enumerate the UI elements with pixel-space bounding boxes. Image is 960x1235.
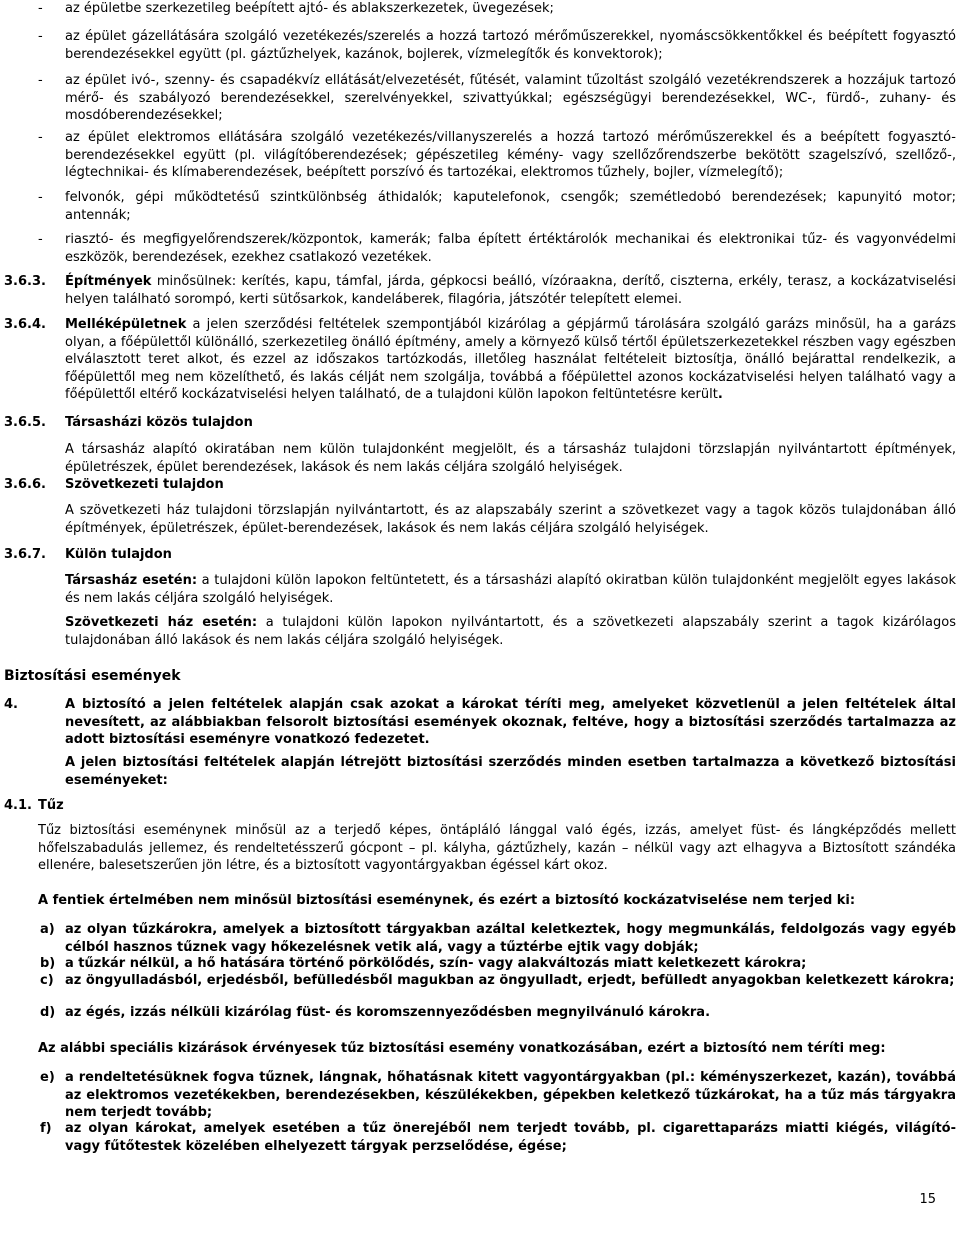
section-paragraph bbox=[65, 316, 956, 404]
bullet-dash: - bbox=[38, 1, 43, 16]
bullet-text: az épület ivó-, szenny- és csapadékvíz ellátását/elvezetését, fűtését, valamint tűzoltást szolgáló vezetékrendszerek a hozzájuk tartozó mérő- és szabályozó berendezésekkel, szerelvényekkel, szivattyúkkal; egészségügyi berendezésekkel, WC-, fürdő-, zuhany- és mosdóberendezésekkel; bbox=[65, 73, 956, 123]
section-title: Külön tulajdon bbox=[65, 547, 172, 562]
section-paragraph bbox=[65, 614, 956, 649]
bullet-dash: - bbox=[38, 190, 43, 205]
exclusion-letter: e) bbox=[40, 1070, 55, 1085]
exclusion-letter: b) bbox=[40, 956, 56, 971]
bullet-dash: - bbox=[38, 130, 43, 145]
section-number: 3.6.4. bbox=[4, 317, 46, 332]
bullet-item bbox=[0, 0, 960, 18]
section-heading: Biztosítási események bbox=[4, 668, 181, 684]
special-exclusions-intro: Az alábbi speciális kizárások érvényesek tűz biztosítási esemény vonatkozásában, ezért a biztosító nem téríti meg: bbox=[38, 1041, 886, 1056]
bullet-text: az épületbe szerkezetileg beépített ajtó- és ablakszerkezetek, üvegezések; bbox=[65, 1, 554, 16]
bullet-text: felvonók, gépi működtetésű szintkülönbség áthidalók; kaputelefonok, csengők; szemétledobó berendezések; kapunyitó motor; antennák; bbox=[65, 190, 956, 223]
exclusion-text: az öngyulladásból, erjedésből, befülledésből magukban az öngyulladt, erjedt, befülledt anyagokban keletkezett károkra; bbox=[65, 973, 955, 988]
exclusion-text: a tűzkár nélkül, a hő hatására történő pörkölődés, szín- vagy alakváltozás miatt keletkezett károkra; bbox=[65, 956, 807, 971]
section-paragraph bbox=[65, 572, 956, 607]
section-title: Társasházi közös tulajdon bbox=[65, 415, 253, 430]
section-text: a tulajdoni külön lapokon nyilvántartott, és a szövetkezeti alapszabály szerint a tagok kizárólagos tulajdonában álló lakások és nem lakás céljára szolgáló helyiségek. bbox=[65, 615, 956, 648]
section-number: 3.6.7. bbox=[4, 547, 46, 562]
exclusions-intro: A fentiek értelmében nem minősül biztosítási eseménynek, és ezért a biztosító kockázatviselése nem terjed ki: bbox=[38, 893, 856, 908]
section-number: 4.1. bbox=[4, 798, 32, 813]
section-term: Melléképületnek bbox=[65, 317, 187, 332]
section-text: A biztosító a jelen feltételek alapján csak azokat a károkat téríti meg, amelyeket közvetlenül a jelen feltételek által nevesített, az alábbiakban felsorolt biztosítási események okoznak, feltéve, hogy a biztosítási szerződés tartalmazza az adott biztosítási eseményre vonatkozó fedezetet. bbox=[65, 697, 956, 747]
section-title: Szövetkezeti tulajdon bbox=[65, 477, 224, 492]
bullet-text: az épület elektromos ellátására szolgáló vezetékezés/villanyszerelés a hozzá tartozó mérőműszerekkel és a beépített fogyasztó-berendezésekkel együtt (pl. világítóberendezések; gépészetileg kémény- vagy szellőzőrendszerbe bekötött szagelszívó, szellőző-, légtechnikai- és klímaberendezések, beépített porszívó és tartozékai, elektromos tűzhely, bojler, vízmelegítő); bbox=[65, 130, 956, 180]
section-text: a tulajdoni külön lapokon feltüntetett, és a társasházi alapító okiratban külön tulajdonként megjelölt egyes lakások és nem lakás céljára szolgáló helyiségek. bbox=[65, 573, 956, 606]
exclusion-letter: d) bbox=[40, 1005, 56, 1020]
exclusion-text: a rendeltetésüknek fogva tűznek, lángnak, hőhatásnak kitett vagyontárgyakban (pl.: kéményszerkezet, kazán), továbbá az elektromos vezetékekben, berendezésekben, készülékekben, gépekben keletkező tűzkárokat, ha a tűz más tárgyakra nem terjedt tovább; bbox=[65, 1070, 956, 1120]
section-paragraph bbox=[65, 273, 956, 308]
section-text: minősülnek: kerítés, kapu, támfal, járda, gépkocsi beálló, vízóraakna, derítő, ciszterna, erkély, terasz, a kockázatviselési helyen található sorompó, kerti sütősarkok, kandeláberek, filagória, játszótér telepített elemei. bbox=[65, 274, 956, 307]
bullet-dash: - bbox=[38, 29, 43, 44]
section-number: 3.6.6. bbox=[4, 477, 46, 492]
section-text: Tűz biztosítási eseménynek minősül az a terjedő képes, öntápláló lánggal való égés, izzás, amelyet füst- és lángképződés mellett hőfelszabadulás jellemez, és rendeltetésszerű gócpont – pl. kályha, gáztűzhely, kazán – nélkül vagy azt elhagyva a Biztosított szándéka ellenére, balesetszerűen jön létre, és a biztosított vagyontárgyakban égéssel kárt okoz. bbox=[38, 823, 956, 873]
exclusion-letter: a) bbox=[40, 922, 55, 937]
bullet-text: riasztó- és megfigyelőrendszerek/központok, kamerák; falba épített értéktárolók mechanikai és elektronikai tűz- és vagyonvédelmi eszközök, berendezések, ezekhez csatlakozó vezetékek. bbox=[65, 232, 956, 265]
exclusion-text: az olyan károkat, amelyek esetében a tűz önerejéből nem terjedt tovább, pl. cigarettaparázs miatti kiégés, világító- vagy fűtőtestek közelében elhelyezett tárgyak perzselődése, égése; bbox=[65, 1121, 956, 1154]
section-title: Tűz bbox=[38, 798, 64, 813]
section-text: A szövetkezeti ház tulajdoni törzslapján nyilvántartott, és az alapszabály szerint a szövetkezet vagy a tagok közös tulajdonában álló építmények, épületrészek, épület-berendezések, lakások és nem lakás céljára szolgáló helyiségek. bbox=[65, 503, 956, 536]
section-text: A jelen biztosítási feltételek alapján létrejött biztosítási szerződés minden esetben tartalmazza a következő biztosítási eseményeket: bbox=[65, 755, 956, 788]
exclusion-letter: c) bbox=[40, 973, 54, 988]
section-number: 4. bbox=[4, 697, 18, 712]
exclusion-letter: f) bbox=[40, 1121, 52, 1136]
page-number: 15 bbox=[919, 1192, 936, 1207]
bullet-dash: - bbox=[38, 232, 43, 247]
bullet-dash: - bbox=[38, 73, 43, 88]
section-term: Szövetkezeti ház esetén: bbox=[65, 615, 258, 630]
section-end: . bbox=[717, 387, 723, 402]
section-text: a jelen szerződési feltételek szempontjából kizárólag a gépjármű tárolására szolgáló garázs minősül, ha a garázs olyan, a főépülettől különálló, szerkezetileg önálló építmény, amely a környező külső tértől épületszerkezetekkel részben vagy egészben elválasztott teret alkot, és ezzel az időszakos tartózkodás, illetőleg használat feltételeit biztosítja, önálló bejárattal rendelkezik, a főépülettől meg nem közelíthető, és lakás célját nem szolgálja, továbbá a főépülettel azonos kockázatviselési helyen található vagy a főépülettől eltérő kockázatviselési helyen található, de a tulajdoni külön lapokon feltüntetésre került bbox=[65, 317, 956, 402]
section-number: 3.6.3. bbox=[4, 274, 46, 289]
section-text: A társasház alapító okiratában nem külön tulajdonként megjelölt, és a társasház tulajdoni törzslapján nyilvántartott építmények, épületrészek, épület berendezések, lakások és nem lakás céljára szolgáló helyiségek. bbox=[65, 442, 956, 475]
section-number: 3.6.5. bbox=[4, 415, 46, 430]
bullet-text: az épület gázellátására szolgáló vezetékezés/szerelés a hozzá tartozó mérőműszerekkel, nyomáscsökkentőkkel és beépített fogyasztó berendezésekkel együtt (pl. gáztűzhelyek, kazánok, bojlerek, vízmelegítők és konvektorok); bbox=[65, 29, 956, 62]
exclusion-text: az olyan tűzkárokra, amelyek a biztosított tárgyakban azáltal keletkeztek, hogy megmunkálás, feldolgozás vagy egyéb célból hasznos tűznek vagy hőkezelésnek vetik alá, vagy a tűztérbe ejtik vagy dobják; bbox=[65, 922, 956, 955]
section-term: Társasház esetén: bbox=[65, 573, 198, 588]
exclusion-text: az égés, izzás nélküli kizárólag füst- és koromszennyeződésben megnyilvánuló károkra. bbox=[65, 1005, 711, 1020]
section-term: Építmények bbox=[65, 274, 152, 289]
